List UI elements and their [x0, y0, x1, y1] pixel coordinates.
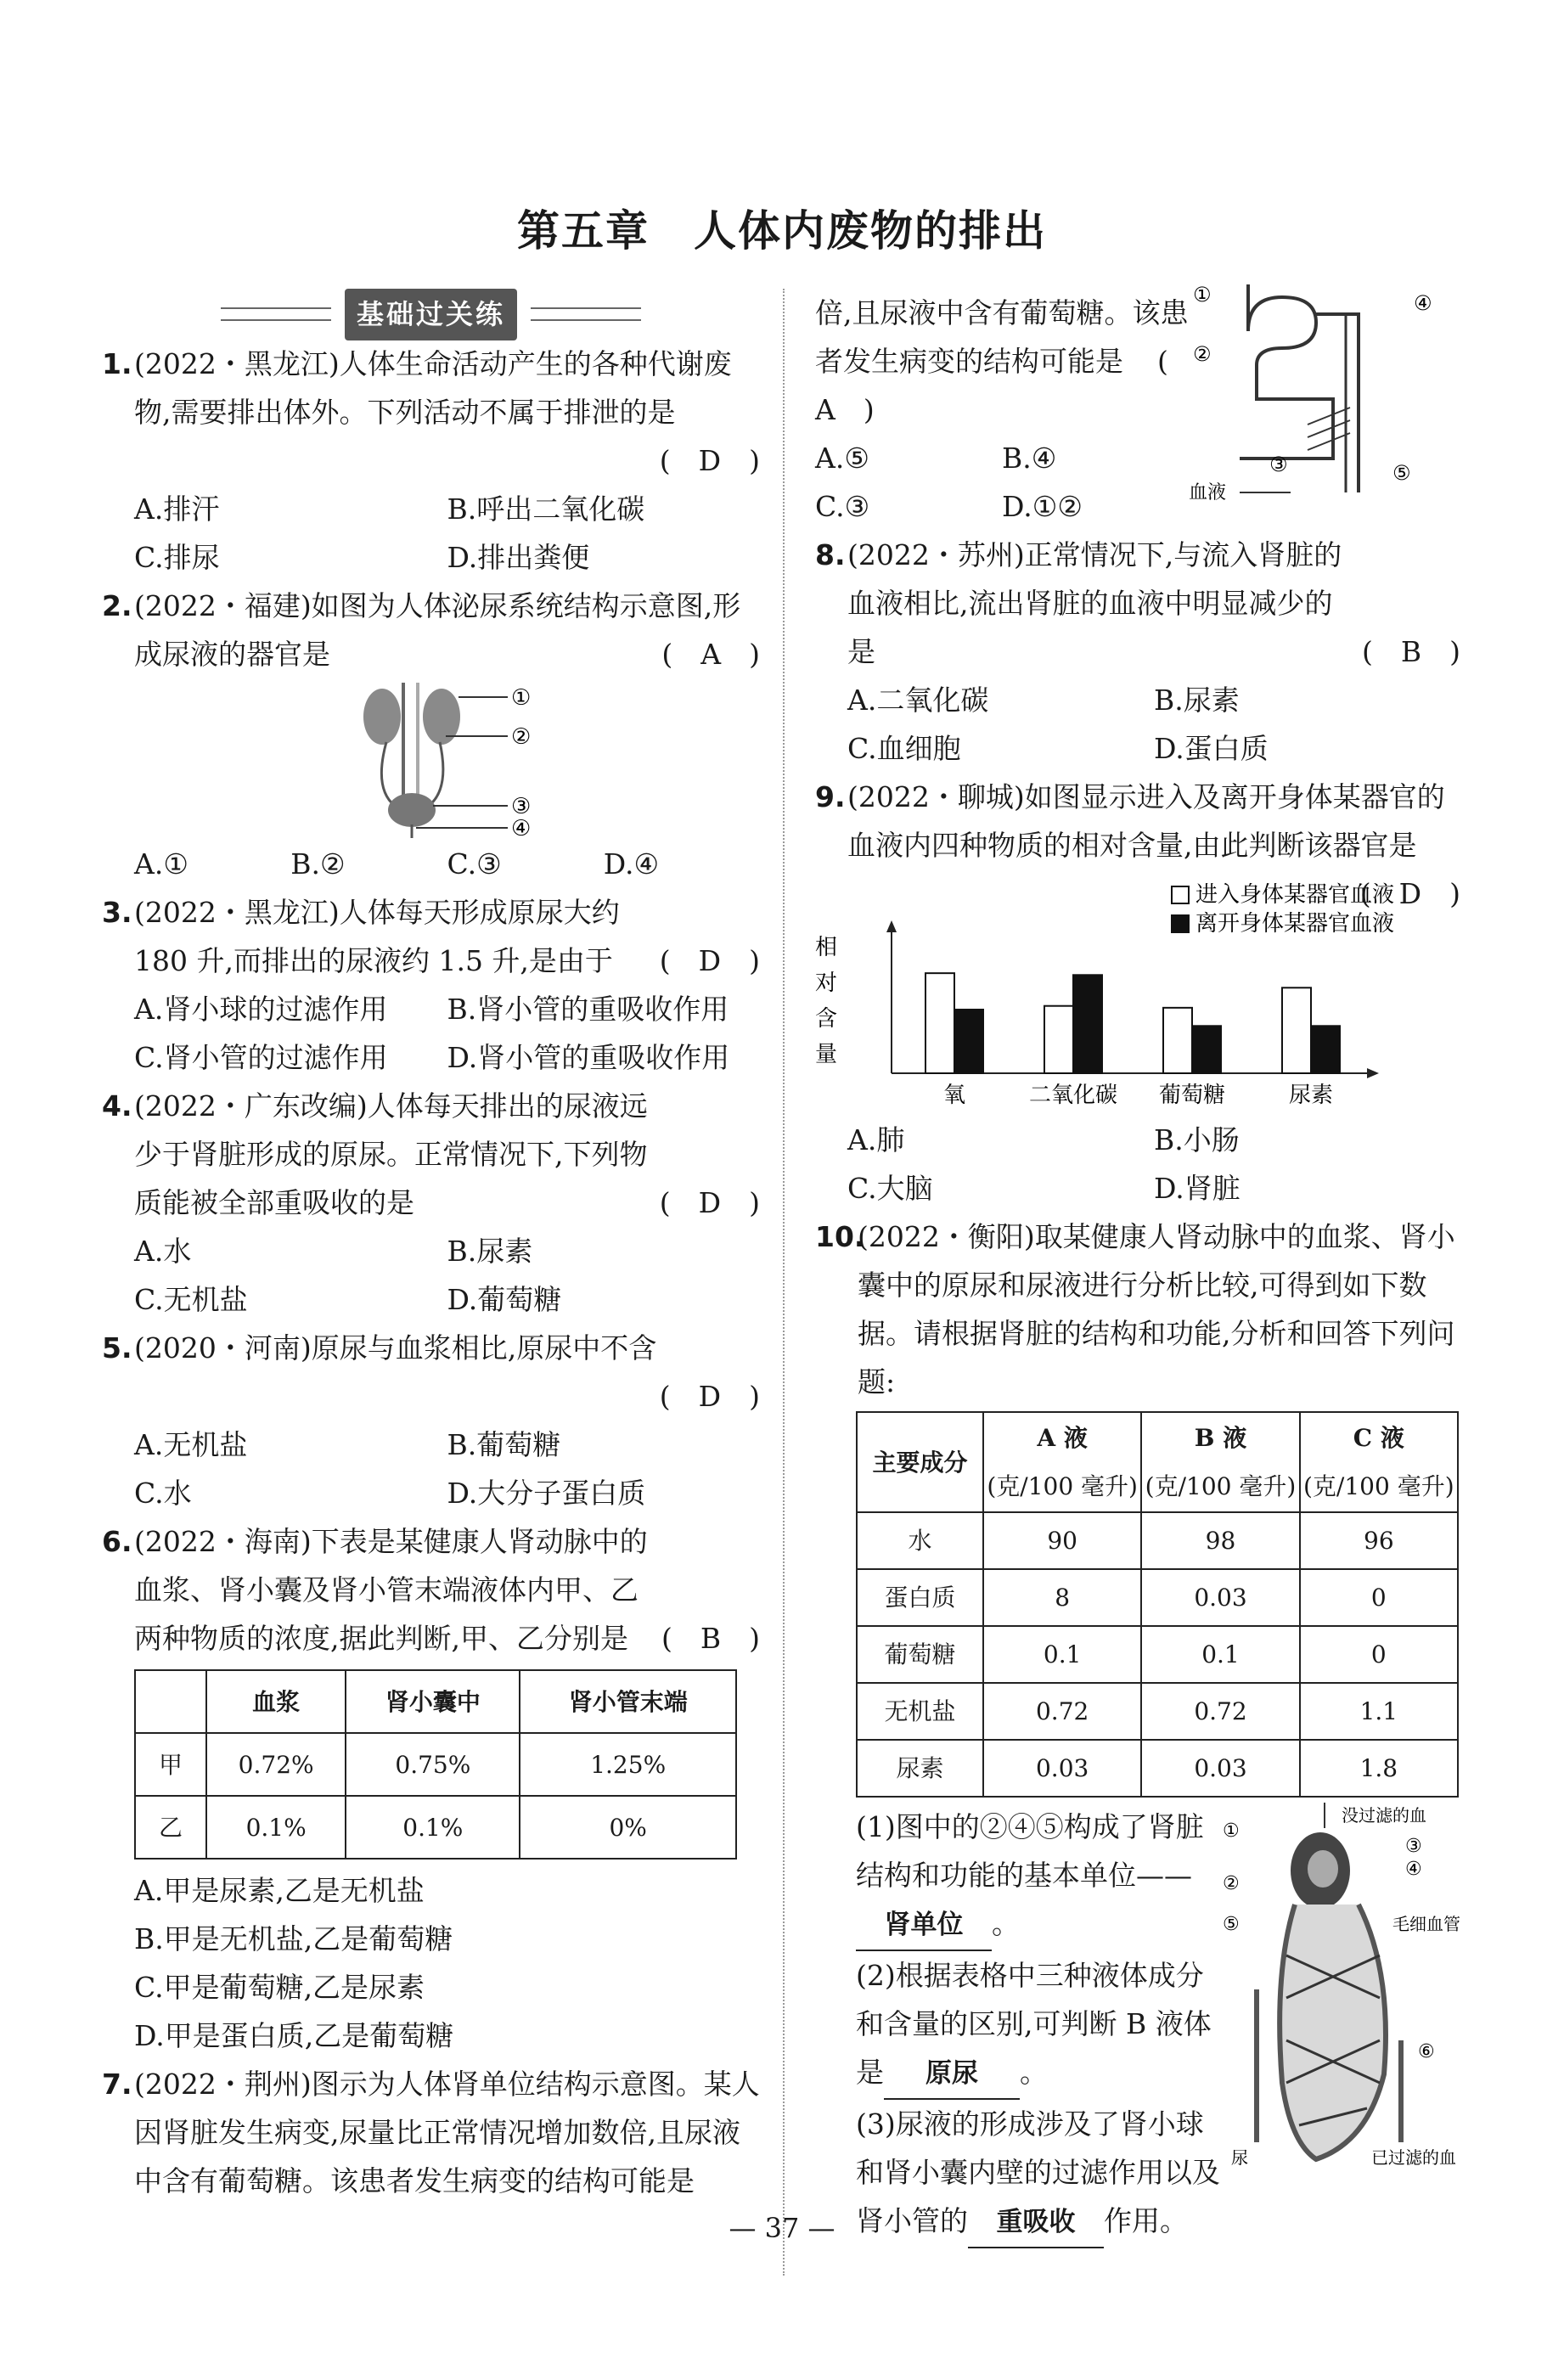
label-capillary: 毛细血管 [1392, 1914, 1460, 1934]
table-cell: 98 [1141, 1512, 1299, 1569]
sub-text: (3)尿液的形成涉及了肾小球和肾小囊内壁的过滤作用以及肾小管的 [856, 2107, 1220, 2237]
bar [925, 973, 954, 1073]
question-number: 9. [815, 780, 846, 813]
option: D.蛋白质 [1154, 732, 1269, 765]
label-urine: 尿 [1231, 2147, 1248, 2168]
kidney-left [363, 689, 401, 745]
sub-question-1 [815, 1803, 1221, 1951]
table-cell: 1.1 [1300, 1683, 1458, 1740]
question-number: 7. [102, 2068, 132, 2101]
sub-text: 作用。 [1104, 2204, 1188, 2237]
question-stem: (2022・海南)下表是某健康人肾动脉中的血浆、肾小囊及肾小管末端液体内甲、乙两种物质的浓度,据此判断,甲、乙分别是 [134, 1525, 648, 1655]
question-3 [102, 888, 760, 985]
answer-blank: 肾单位 [856, 1901, 992, 1951]
table-header [135, 1670, 206, 1733]
left-column [102, 289, 760, 2197]
table-cell: 0.1 [1141, 1626, 1299, 1683]
label-5: ⑤ [1392, 461, 1411, 485]
data-table [856, 1411, 1459, 1798]
option: B.尿素 [447, 1235, 533, 1268]
x-axis-arrow [1367, 1068, 1379, 1078]
answer: ( D ) [659, 1380, 760, 1413]
answer: ( A ) [815, 345, 1196, 426]
label-2: ② [1193, 342, 1212, 366]
question-1 [102, 340, 760, 485]
option: B.尿素 [1154, 684, 1240, 717]
question-7 [102, 2060, 760, 2197]
option: B.葡萄糖 [447, 1428, 561, 1461]
sub-text: 。 [992, 1907, 1020, 1940]
question-9 [815, 773, 1460, 918]
col-unit: (克/100 毫升) [987, 1472, 1138, 1500]
label-2: ② [1223, 1873, 1240, 1894]
label-unfiltered-blood: 没过滤的血 [1342, 1805, 1426, 1826]
column-divider [783, 289, 785, 2276]
nephron-diagram-q10 [1223, 1803, 1469, 2168]
question-stem: (2022・衡阳)取某健康人肾动脉中的血浆、肾小囊中的原尿和尿液进行分析比较,可得到如下数据。请根据肾脏的结构和功能,分析和回答下列问题: [858, 1220, 1455, 1398]
label-4: ④ [511, 816, 532, 841]
table-header [1141, 1412, 1299, 1512]
question-7-continued [815, 283, 1460, 531]
bar [954, 1010, 983, 1073]
label-3: ③ [1269, 453, 1288, 476]
question-stem: (2022・黑龙江)人体每天形成原尿大约 180 升,而排出的尿液约 1.5 升,是由于 [134, 896, 620, 977]
options [102, 1227, 760, 1324]
x-tick-label: 尿素 [1288, 1083, 1334, 1108]
data-table [134, 1669, 737, 1860]
bar [1073, 975, 1102, 1073]
options [102, 1421, 760, 1517]
nephron-diagram-q7 [1189, 280, 1460, 518]
sub-text: 。 [1020, 2056, 1048, 2089]
option: B.④ [1002, 442, 1057, 475]
answer: ( D ) [659, 444, 760, 477]
right-column [815, 283, 1460, 2237]
sub-text: (2)根据表格中三种液体成分和含量的区别,可判断 B 液体是 [856, 1959, 1212, 2089]
table-cell: 水 [857, 1512, 983, 1569]
answer: ( B ) [661, 1622, 760, 1655]
bar [1311, 1026, 1340, 1073]
option: A.⑤ [815, 442, 869, 475]
question-10 [815, 1213, 1460, 1406]
table-cell: 0.03 [983, 1740, 1141, 1797]
question-8 [815, 531, 1460, 676]
option: D.肾小管的重吸收作用 [447, 1041, 730, 1074]
table-cell: 1.8 [1300, 1740, 1458, 1797]
option: A.二氧化碳 [847, 684, 989, 717]
label-3: ③ [511, 794, 532, 819]
question-number: 10. [815, 1220, 865, 1253]
option: D.排出粪便 [447, 541, 590, 574]
label-4: ④ [1414, 291, 1432, 315]
label-1: ① [1193, 283, 1212, 307]
chapter-title: 第五章 人体内废物的排出 [517, 205, 1047, 256]
option: D.大分子蛋白质 [447, 1477, 646, 1510]
answer-blank: 重吸收 [968, 2198, 1104, 2248]
urinary-system-figure [102, 678, 760, 840]
option: C.血细胞 [847, 732, 961, 765]
sub-question-2 [815, 1951, 1221, 2100]
answer: ( A ) [661, 638, 760, 671]
options [102, 840, 760, 888]
table-header [983, 1412, 1141, 1512]
question-stem: (2022・荆州)图示为人体肾单位结构示意图。某人因肾脏发生病变,尿量比正常情况增加数倍,且尿液中含有葡萄糖。该患者发生病变的结构可能是 [134, 2068, 760, 2197]
options [815, 1116, 1460, 1213]
answer: ( D ) [659, 944, 760, 977]
section-title: 基础过关练 [345, 289, 517, 340]
options [102, 1866, 760, 2060]
label-1: ① [511, 685, 532, 711]
option: A.肾小球的过滤作用 [134, 993, 388, 1026]
question-number: 2. [102, 589, 132, 622]
legend-swatch [1172, 915, 1189, 932]
label-filtered-blood: 已过滤的血 [1371, 2147, 1456, 2168]
question-stem: (2020・河南)原尿与血浆相比,原尿中不含 [134, 1331, 657, 1364]
question-2 [102, 582, 760, 678]
bladder [388, 793, 436, 827]
section-banner [102, 289, 760, 340]
table-cell: 0% [520, 1796, 736, 1859]
table-row [857, 1740, 1458, 1797]
table-cell: 1.25% [520, 1733, 736, 1796]
table-cell: 无机盐 [857, 1683, 983, 1740]
table-cell: 0.1% [206, 1796, 346, 1859]
table-cell: 乙 [135, 1796, 206, 1859]
table-cell: 0.75% [346, 1733, 520, 1796]
table-header: 主要成分 [857, 1412, 983, 1512]
option: C.肾小管的过滤作用 [134, 1041, 388, 1074]
table-cell: 葡萄糖 [857, 1626, 983, 1683]
table-cell: 0.72 [1141, 1683, 1299, 1740]
option: C.无机盐 [134, 1283, 248, 1316]
options [815, 434, 1189, 482]
option: D.葡萄糖 [447, 1283, 562, 1316]
question-6 [102, 1517, 760, 1663]
table-cell: 尿素 [857, 1740, 983, 1797]
bar [1044, 1006, 1073, 1073]
question-5 [102, 1324, 760, 1421]
option: C.排尿 [134, 541, 220, 574]
option: D.④ [603, 847, 660, 881]
option: B.甲是无机盐,乙是葡萄糖 [134, 1922, 453, 1955]
table-cell: 8 [983, 1569, 1141, 1626]
col-unit: (克/100 毫升) [1145, 1472, 1297, 1500]
option: A.肺 [847, 1123, 905, 1156]
option: C.大脑 [847, 1172, 933, 1205]
label-2: ② [511, 724, 532, 750]
ylabel-char: 相 [815, 935, 838, 960]
banner-lines-left [221, 307, 331, 321]
table-row [857, 1683, 1458, 1740]
urinary-system-diagram [102, 678, 760, 840]
page-number: — 37 — [729, 2212, 835, 2244]
answer: ( D ) [1359, 877, 1460, 910]
table-cell: 0.72 [983, 1683, 1141, 1740]
question-10-subquestions [815, 1803, 1460, 2237]
table-header-row [857, 1412, 1458, 1512]
bar [1163, 1008, 1192, 1073]
options [815, 676, 1460, 773]
table-cell: 96 [1300, 1512, 1458, 1569]
table-cell: 蛋白质 [857, 1569, 983, 1626]
answer: ( D ) [659, 1186, 760, 1219]
col-unit: (克/100 毫升) [1303, 1472, 1454, 1500]
options [815, 482, 1189, 531]
option: C.甲是葡萄糖,乙是尿素 [134, 1971, 425, 2004]
col-name: A 液 [1037, 1424, 1088, 1452]
option: B.肾小管的重吸收作用 [447, 993, 729, 1026]
option: A.甲是尿素,乙是无机盐 [134, 1874, 425, 1907]
legend-label: 进入身体某器官血液 [1196, 882, 1395, 908]
sub-text: (1)图中的②④⑤构成了肾脏结构和功能的基本单位—— [856, 1810, 1204, 1892]
question-number: 5. [102, 1331, 132, 1364]
table-row [135, 1733, 736, 1796]
question-number: 3. [102, 896, 132, 929]
label-3: ③ [1405, 1836, 1422, 1857]
banner-lines-right [531, 307, 641, 321]
x-tick-label: 氧 [942, 1083, 966, 1108]
table-row [857, 1569, 1458, 1626]
table-cell: 90 [983, 1512, 1141, 1569]
y-axis-arrow [886, 920, 897, 932]
question-stem: (2022・聊城)如图显示进入及离开身体某器官的血液内四种物质的相对含量,由此判断该器官是 [847, 780, 1445, 862]
option: D.甲是蛋白质,乙是葡萄糖 [134, 2019, 454, 2052]
options [102, 985, 760, 1082]
question-stem-continued: 倍,且尿液中含有葡萄糖。该患者发生病变的结构可能是 ( A ) [815, 296, 1196, 426]
option: C.③ [815, 490, 870, 523]
question-stem: (2022・苏州)正常情况下,与流入肾脏的血液相比,流出肾脏的血液中明显减少的是 [847, 538, 1342, 668]
option: B.② [290, 847, 346, 881]
table-header [1300, 1412, 1458, 1512]
table-cell: 0.1 [983, 1626, 1141, 1683]
ylabel-char: 量 [815, 1042, 838, 1067]
question-stem: (2022・福建)如图为人体泌尿系统结构示意图,形成尿液的器官是 [134, 589, 741, 671]
label-blood: 血液 [1189, 482, 1227, 504]
option: B.小肠 [1154, 1123, 1240, 1156]
table-cell: 0 [1300, 1569, 1458, 1626]
question-number: 1. [102, 347, 132, 380]
table-header: 肾小囊中 [346, 1670, 520, 1733]
col-name: C 液 [1353, 1424, 1404, 1452]
table-cell: 0.1% [346, 1796, 520, 1859]
bar [1192, 1026, 1221, 1073]
option: A.排汗 [134, 492, 220, 526]
table-row [857, 1512, 1458, 1569]
table-header: 血浆 [206, 1670, 346, 1733]
question-number: 4. [102, 1089, 132, 1122]
answer: ( B ) [1362, 635, 1460, 668]
question-number: 6. [102, 1525, 132, 1558]
table-cell: 0.72% [206, 1733, 346, 1796]
ylabel-char: 对 [815, 971, 838, 996]
option: C.③ [447, 847, 502, 881]
bar [1282, 987, 1311, 1073]
x-tick-label: 葡萄糖 [1158, 1083, 1226, 1108]
table-cell: 0 [1300, 1626, 1458, 1683]
legend-label: 离开身体某器官血液 [1196, 911, 1395, 937]
option: B.呼出二氧化碳 [447, 492, 645, 526]
option: D.①② [1002, 490, 1083, 523]
table-row [857, 1626, 1458, 1683]
options [102, 485, 760, 582]
label-1: ① [1223, 1820, 1240, 1842]
question-4 [102, 1082, 760, 1227]
table-cell: 甲 [135, 1733, 206, 1796]
option: A.水 [134, 1235, 192, 1268]
x-tick-label: 二氧化碳 [1028, 1083, 1118, 1108]
table-header: 肾小管末端 [520, 1670, 736, 1733]
table-row [135, 1796, 736, 1859]
table-cell: 0.03 [1141, 1740, 1299, 1797]
label-4: ④ [1405, 1859, 1422, 1880]
option: D.肾脏 [1154, 1172, 1241, 1205]
table-cell: 0.03 [1141, 1569, 1299, 1626]
option: A.无机盐 [134, 1428, 248, 1461]
label-6: ⑥ [1418, 2041, 1435, 2062]
answer-blank: 原尿 [884, 2050, 1020, 2100]
question-stem: (2022・广东改编)人体每天排出的尿液远少于肾脏形成的原尿。正常情况下,下列物质能被全部重吸收的是 [134, 1089, 648, 1219]
option: A.① [134, 847, 188, 881]
ylabel-char: 含 [815, 1006, 838, 1032]
question-number: 8. [815, 538, 846, 571]
col-name: B 液 [1194, 1424, 1247, 1452]
label-5: ⑤ [1223, 1914, 1240, 1935]
option: C.水 [134, 1477, 192, 1510]
question-stem: (2022・黑龙江)人体生命活动产生的各种代谢废物,需要排出体外。下列活动不属于排泄的是 [134, 347, 732, 429]
